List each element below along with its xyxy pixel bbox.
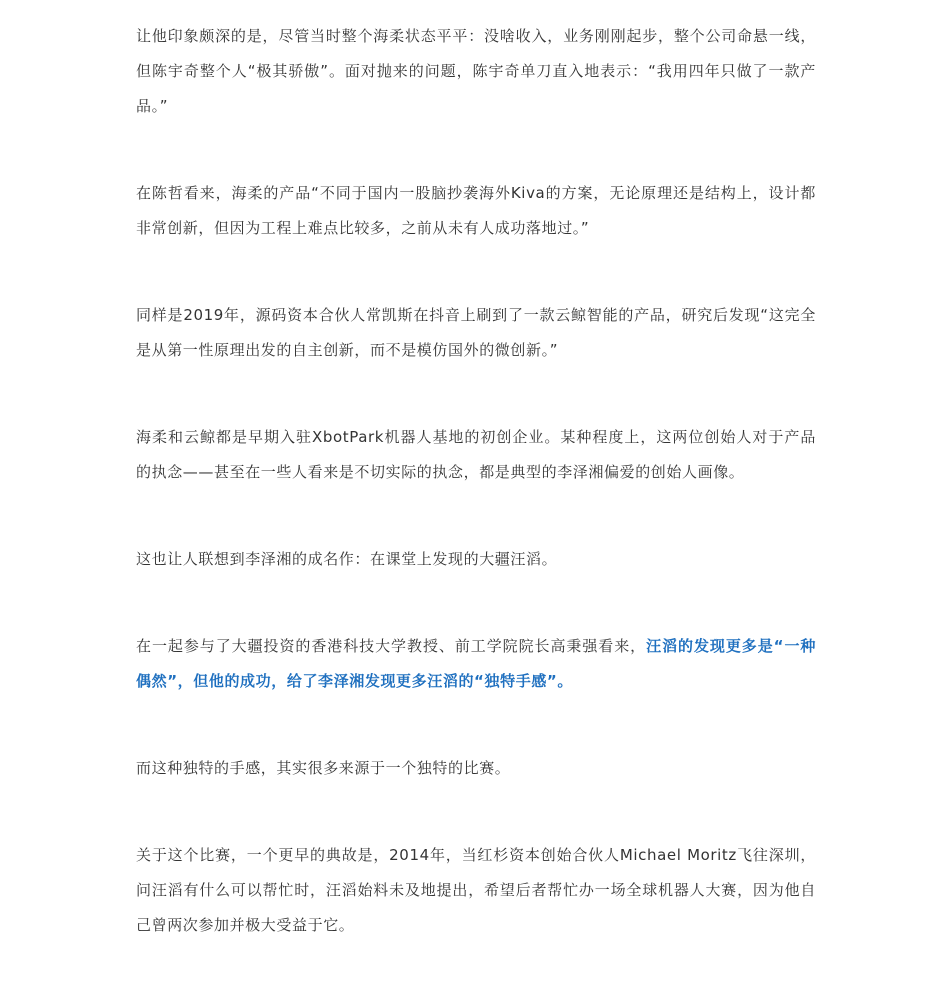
- paragraph-3: 同样是2019年，源码资本合伙人常凯斯在抖音上刷到了一款云鲸智能的产品，研究后发现“这完全是从第一性原理出发的自主创新，而不是模仿国外的微创新。”: [136, 306, 816, 359]
- paragraph-1: 让他印象颇深的是，尽管当时整个海柔状态平平：没啥收入，业务刚刚起步，整个公司命悬一线，但陈宇奇整个人“极其骄傲”。面对抛来的问题，陈宇奇单刀直入地表示：“我用四年只做了一款产品。”: [136, 27, 816, 115]
- paragraph-6: [136, 629, 816, 699]
- article-body: [136, 19, 816, 995]
- paragraph-7: 而这种独特的手感，其实很多来源于一个独特的比赛。: [136, 759, 511, 777]
- paragraph-8: 关于这个比赛，一个更早的典故是，2014年，当红杉资本创始合伙人Michael Moritz飞往深圳，问汪滔有什么可以帮忙时，汪滔始料未及地提出，希望后者帮忙办一场全球机器人大赛，因为他自己曾两次参加并极大受益于它。: [136, 846, 816, 934]
- paragraph-5: 这也让人联想到李泽湘的成名作：在课堂上发现的大疆汪滔。: [136, 550, 558, 568]
- highlighted-quote: 汪滔的发现更多是“一种偶然”，但他的成功，给了李泽湘发现更多汪滔的“独特手感”。: [136, 637, 816, 690]
- paragraph-4: 海柔和云鲸都是早期入驻XbotPark机器人基地的初创企业。某种程度上，这两位创始人对于产品的执念——甚至在一些人看来是不切实际的执念，都是典型的李泽湘偏爱的创始人画像。: [136, 428, 816, 481]
- paragraph-6-text: 在一起参与了大疆投资的香港科技大学教授、前工学院院长高秉强看来，: [136, 637, 647, 655]
- paragraph-2: 在陈哲看来，海柔的产品“不同于国内一股脑抄袭海外Kiva的方案，无论原理还是结构上，设计都非常创新，但因为工程上难点比较多，之前从未有人成功落地过。”: [136, 184, 816, 237]
